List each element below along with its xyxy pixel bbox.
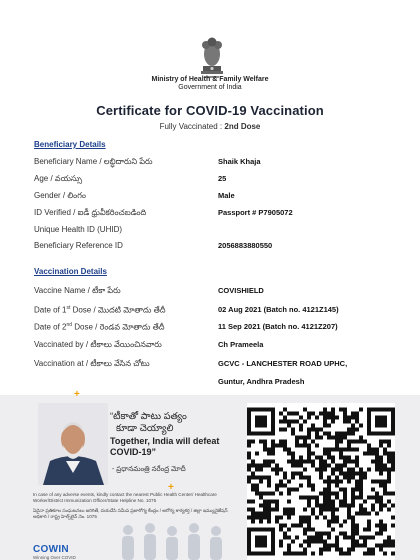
first-dose-value: 02 Aug 2021 (Batch no. 4121Z145)	[218, 305, 339, 314]
first-dose-label: Date of 1st Dose / మొదటి మోతాదు తేదీ	[34, 305, 166, 315]
government-name: Government of India	[178, 84, 242, 91]
ministry-name: Ministry of Health & Family Welfare	[151, 76, 269, 83]
reference-id-value: 2056883880550	[218, 241, 273, 250]
vaccination-status: Fully Vaccinated : 2nd Dose	[159, 122, 261, 131]
id-verified-value: Passport # P7905072	[218, 208, 293, 217]
vaccinated-by-label: Vaccinated by / టీకాలు వేయించినవారు	[34, 340, 162, 349]
certificate-title: Certificate for COVID-19 Vaccination	[96, 103, 324, 118]
beneficiary-name-label: Beneficiary Name / లబ్ధిదారుని పేరు	[34, 157, 153, 166]
vaccination-at-label: Vaccination at / టీకాలు వేసిన చోటు	[34, 359, 150, 368]
age-label: Age / వయస్సు	[34, 174, 83, 183]
gender-value: Male	[218, 191, 235, 200]
dose-status: 2nd Dose	[224, 122, 261, 131]
vaccine-name-label: Vaccine Name / టీకా పేరు	[34, 286, 121, 295]
quote-english: Together, India will defeat COVID-19”	[110, 436, 220, 457]
second-dose-value: 11 Sep 2021 (Batch no. 4121Z207)	[218, 322, 338, 331]
quote-telugu: “టీకాతో పాటు పత్యం కూడా చెయ్యాలి	[110, 411, 187, 434]
crowd-illustration	[110, 516, 238, 560]
second-dose-label: Date of 2nd Dose / రెండవ మోతాదు తేదీ	[34, 322, 165, 332]
beneficiary-details-heading: Beneficiary Details	[34, 140, 106, 149]
cowin-logo: COWIN	[33, 544, 69, 555]
helpline-note: In case of any adverse events, kindly contact the nearest Public Health Center/ Healthcare Worker/District Immunization Officer/State Helpline No. 1075	[33, 492, 217, 503]
beneficiary-name-value: Shaik Khaja	[218, 157, 261, 166]
plus-icon: +	[168, 482, 174, 493]
vaccination-details-heading: Vaccination Details	[34, 267, 107, 276]
vaccinated-by-value: Ch Prameela	[218, 340, 264, 349]
vaccination-at-value: GCVC - LANCHESTER ROAD UPHC,	[218, 359, 348, 368]
gender-label: Gender / లింగం	[34, 191, 86, 200]
vaccination-at-location: Guntur, Andhra Pradesh	[218, 377, 305, 386]
quote-attribution: - ప్రధానమంత్రి నరేంద్ర మోదీ	[112, 466, 186, 473]
qr-code-image	[247, 403, 395, 560]
reference-id-label: Beneficiary Reference ID	[34, 241, 123, 250]
id-verified-label: ID Verified / ఐడీ ధ్రువీకరించబడింది	[34, 208, 147, 217]
helpline-note-telugu: ఏదైనా ప్రతికూల సంఘటనలు జరిగితే, దయచేసి సమీప ప్రజారోగ్య కేంద్రం / ఆరోగ్య కార్యకర్త / జిల్లా ఇమ్యునైజేషన్ అధికారి / రాష్ట్ర హెల్ప్‌లైన్ నెం. 1075	[33, 508, 228, 519]
age-value: 25	[218, 174, 227, 183]
plus-icon: +	[74, 389, 80, 400]
vaccine-name-value: COVISHIELD	[218, 286, 264, 295]
portrait-image	[38, 403, 108, 485]
cowin-tagline: Winning Over COVID	[33, 555, 76, 560]
uhid-label: Unique Health ID (UHID)	[34, 225, 123, 234]
qr-code	[247, 403, 395, 560]
